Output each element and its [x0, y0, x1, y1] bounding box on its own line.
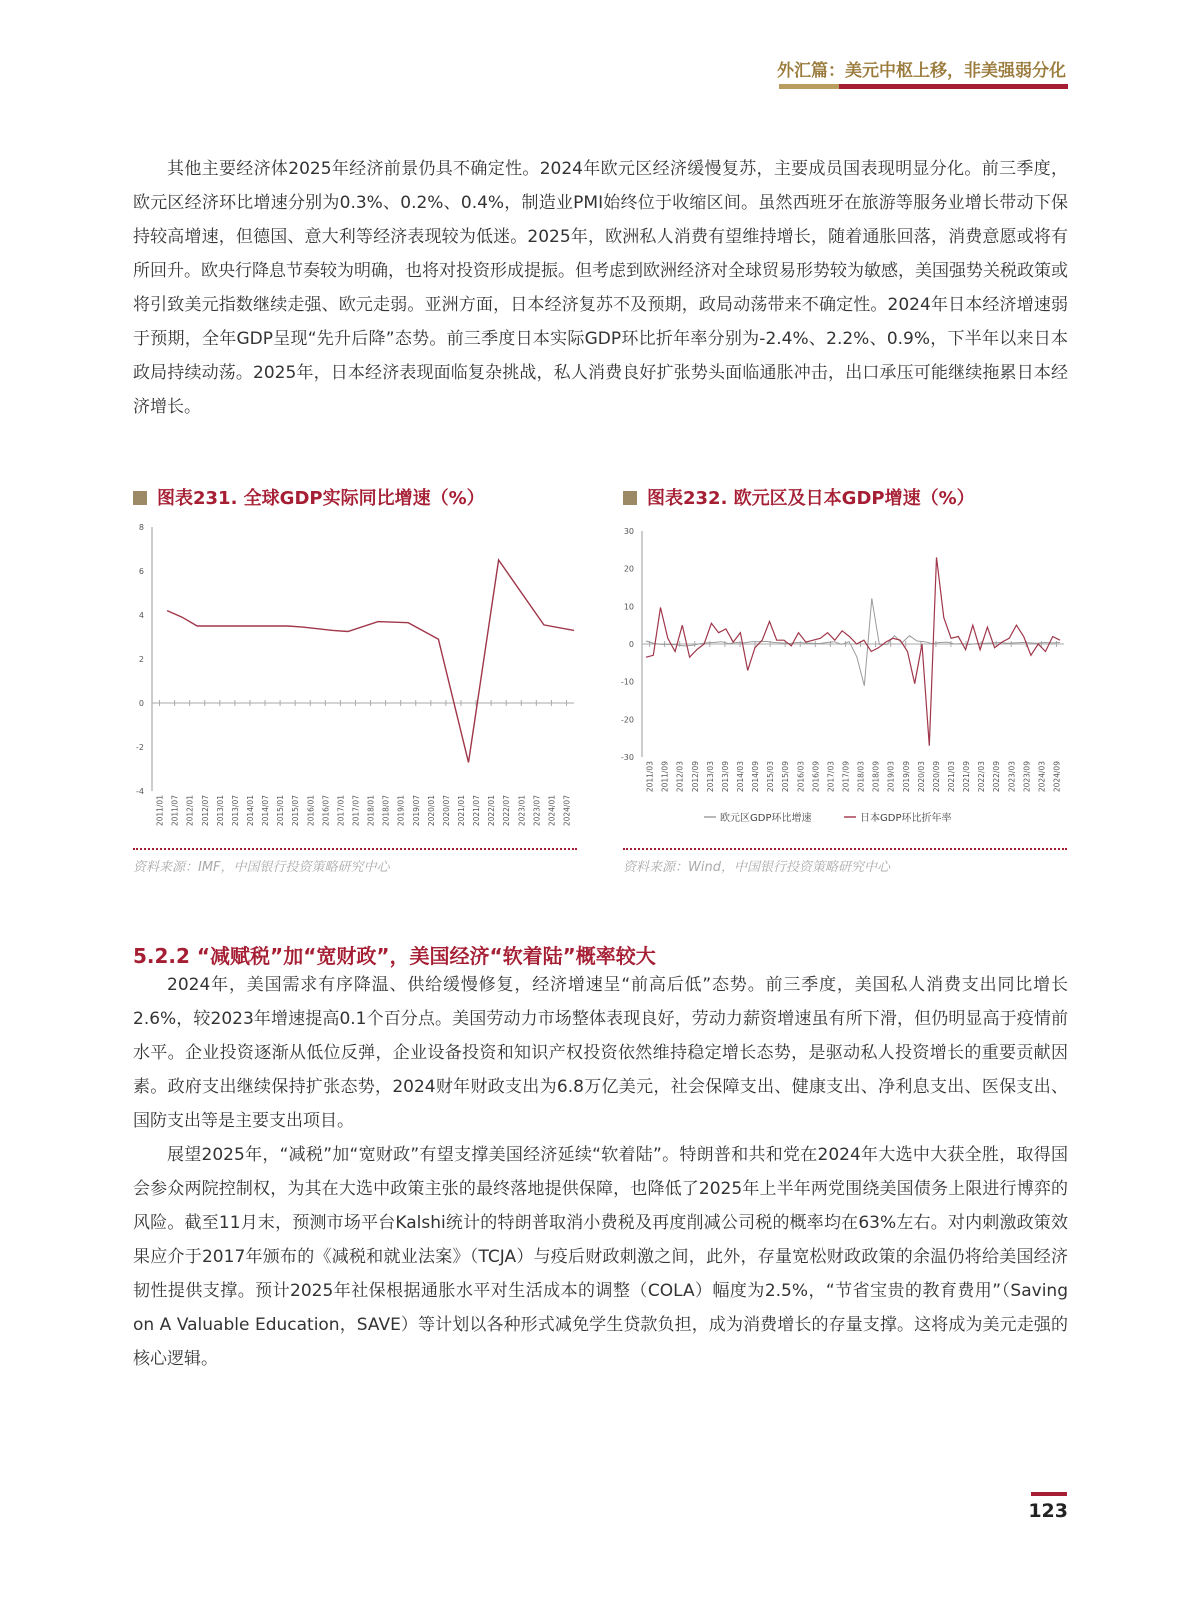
global-gdp-series-line: [167, 560, 574, 762]
paragraph-1: 其他主要经济体2025年经济前景仍具不确定性。2024年欧元区经济缓慢复苏，主要成员国表现明显分化。前三季度，欧元区经济环比增速分别为0.3%、0.2%、0.4%，制造业PMI始终位于收缩区间。虽然西班牙在旅游等服务业增长带动下保持较高增速，但德国、意大利等经济表现较为低迷。2025年，欧洲私人消费有望维持增长，随着通胀回落，消费意愿或将有所回升。欧央行降息节奏较为明确，也将对投资形成提振。但考虑到欧洲经济对全球贸易形势较为敏感，美国强势关税政策或将引致美元指数继续走强、欧元走弱。亚洲方面，日本经济复苏不及预期，政局动荡带来不确定性。2024年日本经济增速弱于预期，全年GDP呈现“先升后降”态势。前三季度日本实际GDP环比折年率分别为-2.4%、2.2%、0.9%，下半年以来日本政局持续动荡。2025年，日本经济表现面临复杂挑战，私人消费良好扩张势头面临通胀冲击，出口承压可能继续拖累日本经济增长。: [133, 159, 1068, 417]
y-tick-label: 2: [138, 655, 144, 664]
chart-231-title-text: 图表231. 全球GDP实际同比增速（%）: [157, 488, 485, 509]
chart-232-source: 资料来源：Wind，中国银行投资策略研究中心: [623, 860, 890, 875]
x-tick-label: 2011/03: [645, 761, 655, 793]
x-tick-label: 2022/09: [992, 761, 1002, 793]
header-rule-right: [839, 84, 1068, 89]
x-tick-label: 2019/09: [901, 761, 911, 793]
x-tick-label: 2014/01: [245, 795, 255, 827]
chart-231-title: [133, 484, 485, 510]
x-tick-label: 2014/03: [735, 761, 745, 793]
x-tick-label: 2021/09: [962, 761, 972, 793]
x-tick-label: 2024/07: [562, 795, 572, 827]
x-tick-label: 2020/03: [916, 761, 926, 793]
y-tick-label: 8: [138, 523, 144, 532]
x-tick-label: 2017/09: [841, 761, 851, 793]
x-tick-label: 2014/07: [261, 795, 271, 827]
y-tick-label: 30: [623, 527, 634, 536]
x-tick-label: 2018/01: [366, 795, 376, 827]
x-tick-label: 2011/07: [170, 795, 180, 827]
x-tick-label: 2020/01: [426, 795, 436, 827]
x-tick-label: 2013/09: [720, 761, 730, 793]
x-tick-label: 2013/03: [705, 761, 715, 793]
x-tick-label: 2011/09: [660, 761, 670, 793]
x-tick-label: 2017/01: [336, 795, 346, 827]
title-square-icon: [133, 491, 147, 505]
y-tick-label: 4: [138, 611, 144, 620]
x-tick-label: 2013/01: [215, 795, 225, 827]
x-tick-label: 2021/01: [456, 795, 466, 827]
y-tick-label: -2: [136, 743, 144, 752]
x-tick-label: 2022/01: [487, 795, 497, 827]
title-square-icon: [623, 491, 637, 505]
x-tick-label: 2023/07: [532, 795, 542, 827]
chart-232: [612, 515, 1072, 835]
x-tick-label: 2024/01: [547, 795, 557, 827]
x-tick-label: 2020/09: [931, 761, 941, 793]
japan-gdp-series-line: [646, 557, 1060, 745]
y-tick-label: -10: [620, 677, 634, 687]
y-tick-label: 6: [138, 567, 144, 576]
header-rule-left: [779, 84, 839, 89]
page-number: 123: [1028, 1500, 1068, 1522]
legend-label-japan: 日本GDP环比折年率: [860, 813, 952, 824]
x-tick-label: 2024/03: [1037, 761, 1047, 793]
x-tick-label: 2012/07: [200, 795, 210, 827]
y-tick-label: 0: [138, 699, 144, 708]
x-tick-label: 2019/07: [411, 795, 421, 827]
x-tick-label: 2012/09: [690, 761, 700, 793]
x-tick-label: 2016/09: [811, 761, 821, 793]
x-tick-label: 2016/01: [306, 795, 316, 827]
eurozone-gdp-series-line: [646, 598, 1060, 685]
x-tick-label: 2023/03: [1007, 761, 1017, 793]
y-tick-label: -30: [620, 753, 634, 762]
y-tick-label: -4: [136, 787, 144, 796]
x-tick-label: 2015/03: [766, 761, 776, 793]
x-tick-label: 2023/09: [1022, 761, 1032, 793]
header-title: 外汇篇：美元中枢上移，非美强弱分化: [777, 61, 1066, 81]
x-tick-label: 2011/01: [155, 795, 165, 827]
x-tick-label: 2015/09: [781, 761, 791, 793]
x-tick-label: 2023/01: [517, 795, 527, 827]
y-tick-label: 10: [623, 602, 634, 612]
x-tick-label: 2016/07: [321, 795, 331, 827]
x-tick-label: 2019/01: [396, 795, 406, 827]
x-tick-label: 2022/03: [977, 761, 987, 793]
x-tick-label: 2022/07: [502, 795, 512, 827]
x-tick-label: 2017/03: [826, 761, 836, 793]
x-tick-label: 2018/03: [856, 761, 866, 793]
y-tick-label: -20: [620, 715, 634, 725]
y-tick-label: 0: [628, 640, 634, 649]
x-tick-label: 2024/09: [1052, 761, 1062, 793]
legend-label-eurozone: 欧元区GDP环比增速: [720, 813, 812, 824]
x-tick-label: 2014/09: [751, 761, 761, 793]
chart-232-title-text: 图表232. 欧元区及日本GDP增速（%）: [647, 488, 975, 509]
section-title: 5.2.2 “减赋税”加“宽财政”，美国经济“软着陆”概率较大: [133, 944, 656, 968]
x-tick-label: 2012/01: [185, 795, 195, 827]
x-tick-label: 2020/07: [441, 795, 451, 827]
x-tick-label: 2021/03: [946, 761, 956, 793]
x-tick-label: 2018/07: [381, 795, 391, 827]
x-tick-label: 2016/03: [796, 761, 806, 793]
chart-231-divider: [133, 848, 577, 850]
x-tick-label: 2012/03: [675, 761, 685, 793]
y-tick-label: 20: [623, 564, 634, 574]
x-tick-label: 2019/03: [886, 761, 896, 793]
x-tick-label: 2013/07: [230, 795, 240, 827]
page-number-bar: [1031, 1492, 1067, 1496]
x-tick-label: 2015/01: [276, 795, 286, 827]
x-tick-label: 2018/09: [871, 761, 881, 793]
chart-231: [118, 515, 588, 845]
chart-232-title: [623, 484, 975, 510]
chart-232-divider: [623, 848, 1067, 850]
x-tick-label: 2021/07: [472, 795, 482, 827]
x-tick-label: 2017/07: [351, 795, 361, 827]
paragraph-2: 2024年，美国需求有序降温、供给缓慢修复，经济增速呈“前高后低”态势。前三季度，美国私人消费支出同比增长2.6%，较2023年增速提高0.1个百分点。美国劳动力市场整体表现良好，劳动力薪资增速虽有所下滑，但仍明显高于疫情前水平。企业投资逐渐从低位反弹，企业设备投资和知识产权投资依然维持稳定增长态势，是驱动私人投资增长的重要贡献因素。政府支出继续保持扩张态势，2024财年财政支出为6.8万亿美元，社会保障支出、健康支出、净利息支出、医保支出、国防支出等是主要支出项目。: [133, 975, 1068, 1131]
x-tick-label: 2015/07: [291, 795, 301, 827]
paragraph-3: 展望2025年，“减税”加“宽财政”有望支撑美国经济延续“软着陆”。特朗普和共和党在2024年大选中大获全胜，取得国会参众两院控制权，为其在大选中政策主张的最终落地提供保障，也降低了2025年上半年两党围绕美国债务上限进行博弈的风险。截至11月末，预测市场平台Kalshi统计的特朗普取消小费税及再度削减公司税的概率均在63%左右。对内刺激政策效果应介于2017年颁布的《减税和就业法案》（TCJA）与疫后财政刺激之间，此外，存量宽松财政政策的余温仍将给美国经济韧性提供支撑。预计2025年社保根据通胀水平对生活成本的调整（COLA）幅度为2.5%，“节省宝贵的教育费用”（Saving on A Valuable Education，SAVE）等计划以各种形式减免学生贷款负担，成为消费增长的存量支撑。这将成为美元走强的核心逻辑。: [133, 1145, 1068, 1369]
chart-231-source: 资料来源：IMF，中国银行投资策略研究中心: [133, 860, 390, 875]
